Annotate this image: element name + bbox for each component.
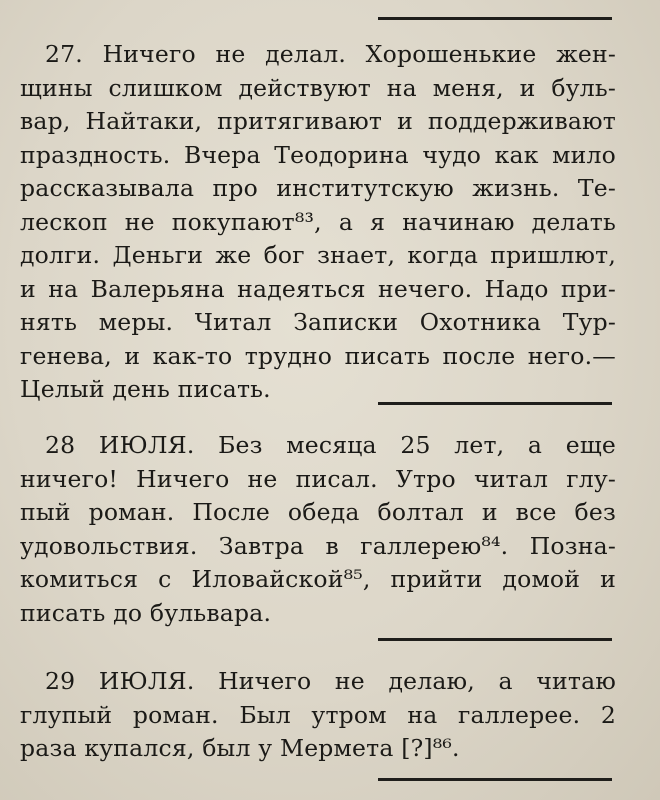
separator-rule	[378, 638, 612, 641]
text-line: 28 ИЮЛЯ. Без месяца 25 лет, а еще	[45, 431, 616, 459]
text-line: нять меры. Читал Записки Охотника Тур-	[20, 308, 616, 336]
text-line: лескоп не покупают⁸³, а я начинаю делать	[20, 207, 616, 236]
text-line: 27. Ничего не делал. Хорошенькие жен-	[45, 40, 616, 68]
text-line: комиться с Иловайской⁸⁵, прийти домой и	[20, 565, 616, 593]
text-line: вар, Найтаки, притягивают и поддерживают	[20, 107, 616, 135]
separator-rule	[378, 17, 612, 20]
separator-rule	[378, 402, 612, 405]
text-line: Целый день писать.	[20, 375, 271, 403]
text-line: глупый роман. Был утром на галлерее. 2	[20, 700, 616, 729]
diary-entry-28	[20, 429, 616, 630]
diary-entry-29	[20, 665, 616, 766]
diary-entry-27	[20, 38, 616, 407]
text-line: 29 ИЮЛЯ. Ничего не делаю, а читаю	[45, 667, 616, 695]
text-line: щины слишком действуют на меня, и буль-	[20, 73, 616, 102]
text-line: раза купался, был у Мермета [?]⁸⁶.	[20, 734, 460, 762]
text-line: долги. Деньги же бог знает, когда пришлют,	[20, 241, 616, 269]
text-line: ничего! Ничего не писал. Утро читал глу-	[20, 464, 616, 493]
text-line: писать до бульвара.	[20, 598, 272, 627]
text-line: рассказывала про институтскую жизнь. Те-	[20, 174, 616, 202]
text-line: удовольствия. Завтра в галлерею⁸⁴. Позна-	[20, 531, 616, 560]
text-line: пый роман. После обеда болтал и все без	[20, 498, 616, 526]
text-line: генева, и как-то трудно писать после него.—	[20, 341, 616, 370]
text-line: праздность. Вчера Теодорина чудо как мило	[20, 140, 616, 169]
text-line: и на Валерьяна надеяться нечего. Надо при-	[20, 274, 616, 303]
separator-rule	[378, 778, 612, 781]
